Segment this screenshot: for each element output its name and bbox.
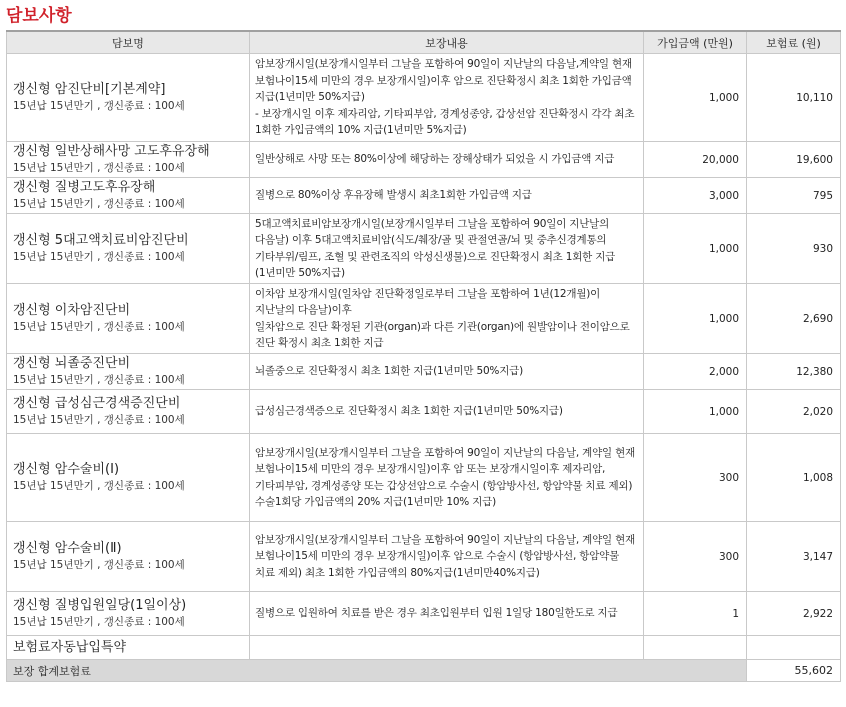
- coverage-name-cell: [7, 592, 250, 636]
- coverage-desc: 5대고액치료비암보장개시일(보장개시일부터 그날을 포함하여 90일이 지난날의 다음날) 이후 5대고액치료비암(식도/췌장/골 및 관절연골/뇌 및 중추신경계통의 기타부위/림프, 조혈 및 관련조직의 악성신생물)으로 진단확정시 최초 1회한 지급(1년미만 50%지급): [250, 214, 644, 284]
- page-title: 담보사항: [6, 6, 72, 26]
- header-coverage-desc: 보장내용: [250, 31, 644, 54]
- table-row: [7, 434, 841, 522]
- coverage-desc: 뇌졸중으로 진단확정시 최초 1회한 지급(1년미만 50%지급): [250, 354, 644, 390]
- header-amount: 가입금액 (만원): [644, 31, 747, 54]
- coverage-name: 갱신형 뇌졸중진단비: [13, 356, 131, 371]
- coverage-premium: 1,008: [747, 434, 841, 522]
- coverage-desc: [250, 636, 644, 660]
- coverage-name-cell: [7, 142, 250, 178]
- coverage-term: 15년납 15년만기 , 갱신종료 : 100세: [13, 321, 185, 333]
- coverage-name: 갱신형 암수술비(Ⅰ): [13, 462, 120, 477]
- coverage-premium: 930: [747, 214, 841, 284]
- coverage-term: 15년납 15년만기 , 갱신종료 : 100세: [13, 414, 185, 426]
- table-row: [7, 636, 841, 660]
- coverage-name: 갱신형 암진단비[기본계약]: [13, 82, 166, 97]
- coverage-term: 15년납 15년만기 , 갱신종료 : 100세: [13, 616, 185, 628]
- coverage-name: 갱신형 급성심근경색증진단비: [13, 396, 181, 411]
- table-row: [7, 592, 841, 636]
- table-row: [7, 54, 841, 142]
- coverage-premium: 2,922: [747, 592, 841, 636]
- coverage-name: 갱신형 5대고액치료비암진단비: [13, 233, 189, 248]
- coverage-name-cell: [7, 636, 250, 660]
- coverage-name: 갱신형 암수술비(Ⅱ): [13, 541, 122, 556]
- coverage-name-cell: [7, 522, 250, 592]
- coverage-term: 15년납 15년만기 , 갱신종료 : 100세: [13, 162, 185, 174]
- coverage-amount: 1,000: [644, 284, 747, 354]
- coverage-desc: 급성심근경색증으로 진단확정시 최초 1회한 지급(1년미만 50%지급): [250, 390, 644, 434]
- coverage-desc: 질병으로 입원하여 치료를 받은 경우 최초입원부터 입원 1일당 180일한도로 지급: [250, 592, 644, 636]
- header-coverage-name: 담보명: [7, 31, 250, 54]
- coverage-amount: 20,000: [644, 142, 747, 178]
- coverage-name-cell: [7, 178, 250, 214]
- coverage-term: 15년납 15년만기 , 갱신종료 : 100세: [13, 251, 185, 263]
- coverage-desc: 질병으로 80%이상 후유장해 발생시 최초1회한 가입금액 지급: [250, 178, 644, 214]
- coverage-desc: 암보장개시일(보장개시일부터 그날을 포함하여 90일이 지난날의 다음날, 계약일 현재 보험나이15세 미만의 경우 보장개시일)이후 암 또는 보장개시일이후 제자리암, 기타피부암, 경계성종양 또는 갑상선암으로 수술시 (항암방사선, 항암약물 치료 제외) 수술1회당 가입금액의 20% 지급(1년미만 10% 지급): [250, 434, 644, 522]
- coverage-premium: 12,380: [747, 354, 841, 390]
- coverage-premium: 795: [747, 178, 841, 214]
- coverage-amount: 3,000: [644, 178, 747, 214]
- coverage-term: 15년납 15년만기 , 갱신종료 : 100세: [13, 480, 185, 492]
- coverage-premium: 10,110: [747, 54, 841, 142]
- coverage-amount: 2,000: [644, 354, 747, 390]
- coverage-name-cell: [7, 354, 250, 390]
- coverage-premium: 19,600: [747, 142, 841, 178]
- coverage-name-cell: [7, 284, 250, 354]
- coverage-amount: 300: [644, 522, 747, 592]
- coverage-name-cell: [7, 214, 250, 284]
- total-premium: 55,602: [747, 660, 841, 682]
- coverage-amount: [644, 636, 747, 660]
- coverage-amount: 1,000: [644, 54, 747, 142]
- coverage-name: 보험료자동납입특약: [13, 639, 127, 655]
- coverage-name: 갱신형 일반상해사망 고도후유장해: [13, 144, 210, 159]
- table-row: [7, 178, 841, 214]
- coverage-desc: 일반상해로 사망 또는 80%이상에 해당하는 장해상태가 되었을 시 가입금액 지급: [250, 142, 644, 178]
- table-row: [7, 142, 841, 178]
- coverage-term: 15년납 15년만기 , 갱신종료 : 100세: [13, 559, 185, 571]
- coverage-premium: 2,020: [747, 390, 841, 434]
- table-row: [7, 522, 841, 592]
- coverage-term: 15년납 15년만기 , 갱신종료 : 100세: [13, 198, 185, 210]
- coverage-table: [6, 30, 841, 682]
- coverage-amount: 300: [644, 434, 747, 522]
- total-row: [7, 660, 841, 682]
- coverage-term: 15년납 15년만기 , 갱신종료 : 100세: [13, 100, 185, 112]
- coverage-desc: 암보장개시일(보장개시일부터 그날을 포함하여 90일이 지난날의 다음날, 계약일 현재 보험나이15세 미만의 경우 보장개시일)이후 암으로 수술시 (항암방사선, 항암약물 치료 제외) 최초 1회한 가입금액의 80%지급(1년미만40%지급): [250, 522, 644, 592]
- coverage-amount: 1,000: [644, 390, 747, 434]
- coverage-name: 갱신형 질병고도후유장해: [13, 180, 156, 195]
- coverage-premium: 3,147: [747, 522, 841, 592]
- table-header-row: [7, 31, 841, 54]
- coverage-name: 갱신형 질병입원일당(1일이상): [13, 598, 187, 613]
- coverage-name: 갱신형 이차암진단비: [13, 303, 131, 318]
- coverage-premium: [747, 636, 841, 660]
- coverage-name-cell: [7, 434, 250, 522]
- coverage-desc: 이차암 보장개시일(일차암 진단확정일로부터 그날을 포함하여 1년(12개월)이 지난날의 다음날)이후 일차암으로 진단 확정된 기관(organ)과 다른 기관(organ)에 원발암이나 전이암으로 진단 확정시 최초 1회한 지급: [250, 284, 644, 354]
- coverage-amount: 1,000: [644, 214, 747, 284]
- coverage-term: 15년납 15년만기 , 갱신종료 : 100세: [13, 374, 185, 386]
- table-row: [7, 354, 841, 390]
- coverage-name-cell: [7, 54, 250, 142]
- table-row: [7, 214, 841, 284]
- header-premium: 보험료 (원): [747, 31, 841, 54]
- coverage-desc: 암보장개시일(보장개시일부터 그날을 포함하여 90일이 지난날의 다음날,계약일 현재 보험나이15세 미만의 경우 보장개시일)이후 암으로 진단확정시 최초 1회한 가입금액 지급(1년미만 50%지급) - 보장개시일 이후 제자리암, 기타피부암, 경계성종양, 갑상선암 진단확정시 각각 최초 1회한 가입금액의 10% 지급(1년미만 5%지급): [250, 54, 644, 142]
- coverage-amount: 1: [644, 592, 747, 636]
- table-row: [7, 390, 841, 434]
- total-label: 보장 합계보험료: [7, 660, 747, 682]
- coverage-premium: 2,690: [747, 284, 841, 354]
- coverage-name-cell: [7, 390, 250, 434]
- table-row: [7, 284, 841, 354]
